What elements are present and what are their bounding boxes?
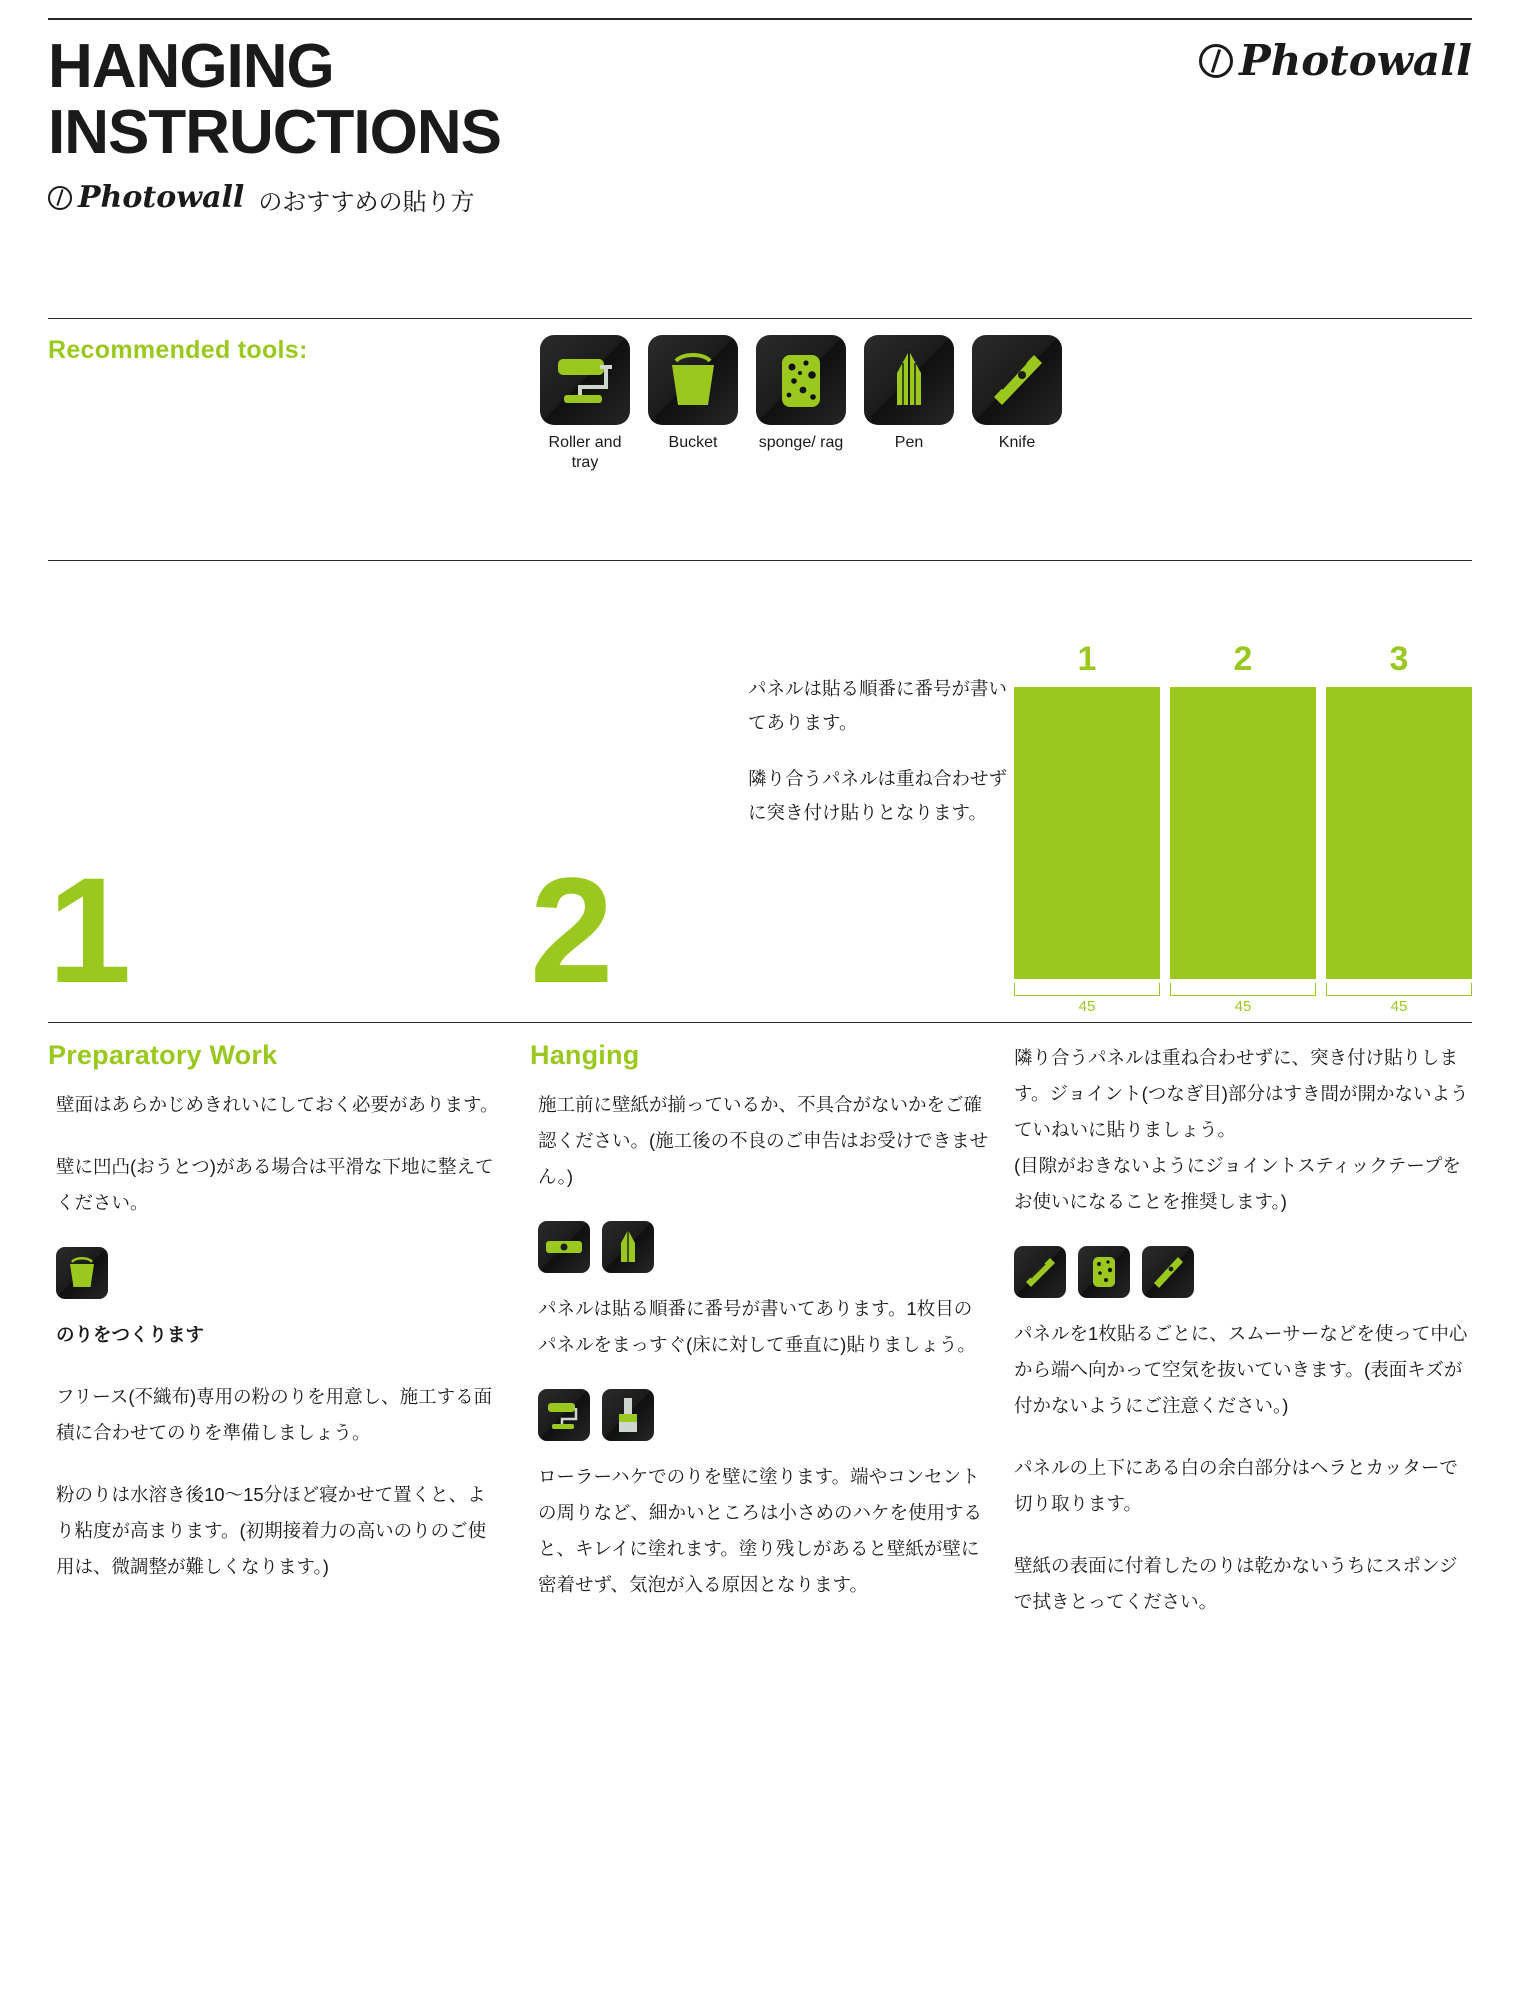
tool-roller [540, 335, 630, 473]
measure-brace-icon [1326, 983, 1472, 996]
tools-divider-top [48, 318, 1472, 319]
panel-strip [1014, 687, 1160, 979]
columns-divider [48, 1022, 1472, 1023]
paragraph: 粉のりは水溶き後10〜15分ほど寝かせて置くと、より粘度が高まります。(初期接着力の高いのりのご使用は、微調整が難しくなります。) [56, 1484, 487, 1577]
roller-icon [538, 1389, 590, 1441]
tool-knife [972, 335, 1062, 473]
recommended-tools-label: Recommended tools: [48, 336, 308, 364]
tools-row [540, 335, 1062, 473]
header-divider [48, 18, 1472, 20]
sponge-icon [756, 335, 846, 425]
subtitle-row [48, 180, 1148, 217]
panel-note-line2: 隣り合うパネルは重ね合わせずに突き付け貼りとなります。 [748, 768, 1008, 823]
panel-strip [1326, 687, 1472, 979]
smoother-icon [1014, 1246, 1066, 1298]
paragraph: ローラーハケでのりを壁に塗ります。端やコンセントの周りなど、細かいところは小さめのハケを使用すると、キレイに塗れます。塗り残しがあると壁紙が壁に密着せず、気泡が入る原因となります。 [538, 1466, 983, 1595]
column-hanging [530, 1040, 990, 1629]
measure-brace-icon [1014, 983, 1160, 996]
tool-pen [864, 335, 954, 473]
panel-number: 1 [1077, 640, 1097, 678]
page-header [48, 34, 1148, 217]
column-body [48, 1087, 500, 1585]
subtitle-japanese: のおすすめの貼り方 [258, 188, 475, 216]
panel-note [748, 672, 1018, 852]
brush-icon [602, 1389, 654, 1441]
photowall-logo-header [1199, 36, 1472, 85]
panel-strip [1170, 687, 1316, 979]
paragraph: 施工前に壁紙が揃っているか、不具合がないかをご確認ください。(施工後の不良のご申告はお受けできません。) [538, 1094, 989, 1187]
column-body [1014, 1040, 1474, 1620]
page-title-line1: HANGING [48, 32, 334, 101]
column-heading: Preparatory Work [48, 1040, 278, 1070]
photowall-logo-text: Photowall [1239, 36, 1472, 85]
tool-caption: sponge/ rag [758, 434, 844, 451]
panel-measure-row [1014, 983, 1472, 1015]
pen-icon [864, 335, 954, 425]
panel-measure [1326, 983, 1472, 1015]
icon-run [538, 1221, 990, 1273]
step-number-1: 1 [48, 846, 132, 1014]
photowall-logo-subtitle [48, 180, 244, 215]
knife-icon [972, 335, 1062, 425]
column-preparatory-work [48, 1040, 500, 1611]
measure-value: 45 [1390, 998, 1408, 1015]
level-icon [538, 1221, 590, 1273]
icon-run [56, 1247, 500, 1299]
paragraph: 壁面はあらかじめきれいにしておく必要があります。 [56, 1094, 499, 1115]
paragraph: (目隙がおきないようにジョイントスティックテープをお使いになることを推奨します。) [1014, 1155, 1461, 1212]
panel-measure [1014, 983, 1160, 1015]
photowall-logo-text: Photowall [78, 180, 245, 215]
paragraph: 壁に凹凸(おうとつ)がある場合は平滑な下地に整えてください。 [56, 1156, 494, 1213]
paragraph: パネルの上下にある白の余白部分はヘラとカッターで切り取ります。 [1014, 1457, 1458, 1514]
panel-number: 3 [1389, 640, 1409, 678]
sponge-icon [1078, 1246, 1130, 1298]
panel-note-line1: パネルは貼る順番に番号が書いてあります。 [748, 678, 1008, 733]
paragraph-bold: のりをつくります [56, 1324, 205, 1345]
photowall-mark-icon [48, 186, 72, 210]
paragraph: 隣り合うパネルは重ね合わせずに、突き付け貼りします。ジョイント(つなぎ目)部分はすき間が開かないようていねいに貼りましょう。 [1014, 1047, 1469, 1140]
panel-number-row [1014, 640, 1472, 679]
panel-number: 2 [1233, 640, 1253, 678]
paragraph: パネルを1枚貼るごとに、スムーサーなどを使って中心から端へ向かって空気を抜いていきます。(表面キズが付かないようにご注意ください。) [1014, 1323, 1468, 1416]
measure-value: 45 [1234, 998, 1252, 1015]
column-body [530, 1087, 990, 1603]
pen-icon [602, 1221, 654, 1273]
icon-run [538, 1389, 990, 1441]
paragraph: 壁紙の表面に付着したのりは乾かないうちにスポンジで拭きとってください。 [1014, 1555, 1458, 1612]
panel-strip-row [1014, 687, 1472, 979]
paragraph: パネルは貼る順番に番号が書いてあります。1枚目のパネルをまっすぐ(床に対して垂直に)貼りましょう。 [538, 1298, 976, 1355]
bucket-icon [56, 1247, 108, 1299]
tool-sponge [756, 335, 846, 473]
paragraph: フリース(不織布)専用の粉のりを用意し、施工する面積に合わせてのりを準備しましょう。 [56, 1386, 493, 1443]
panel-diagram [1014, 640, 1472, 1015]
tool-bucket [648, 335, 738, 473]
measure-value: 45 [1078, 998, 1096, 1015]
step-number-2: 2 [530, 846, 614, 1014]
tool-caption: Knife [998, 434, 1036, 451]
column-jointing [1014, 1040, 1474, 1646]
column-heading: Hanging [530, 1040, 640, 1070]
tool-caption: Pen [894, 434, 924, 451]
measure-brace-icon [1170, 983, 1316, 996]
page-title-line2: INSTRUCTIONS [48, 98, 501, 167]
tool-caption: Bucket [668, 434, 718, 451]
icon-run [1014, 1246, 1474, 1298]
knife-icon [1142, 1246, 1194, 1298]
tools-divider-bottom [48, 560, 1472, 561]
bucket-icon [648, 335, 738, 425]
roller-icon [540, 335, 630, 425]
photowall-mark-icon [1199, 44, 1233, 78]
panel-measure [1170, 983, 1316, 1015]
tool-caption: Roller and tray [548, 434, 622, 471]
